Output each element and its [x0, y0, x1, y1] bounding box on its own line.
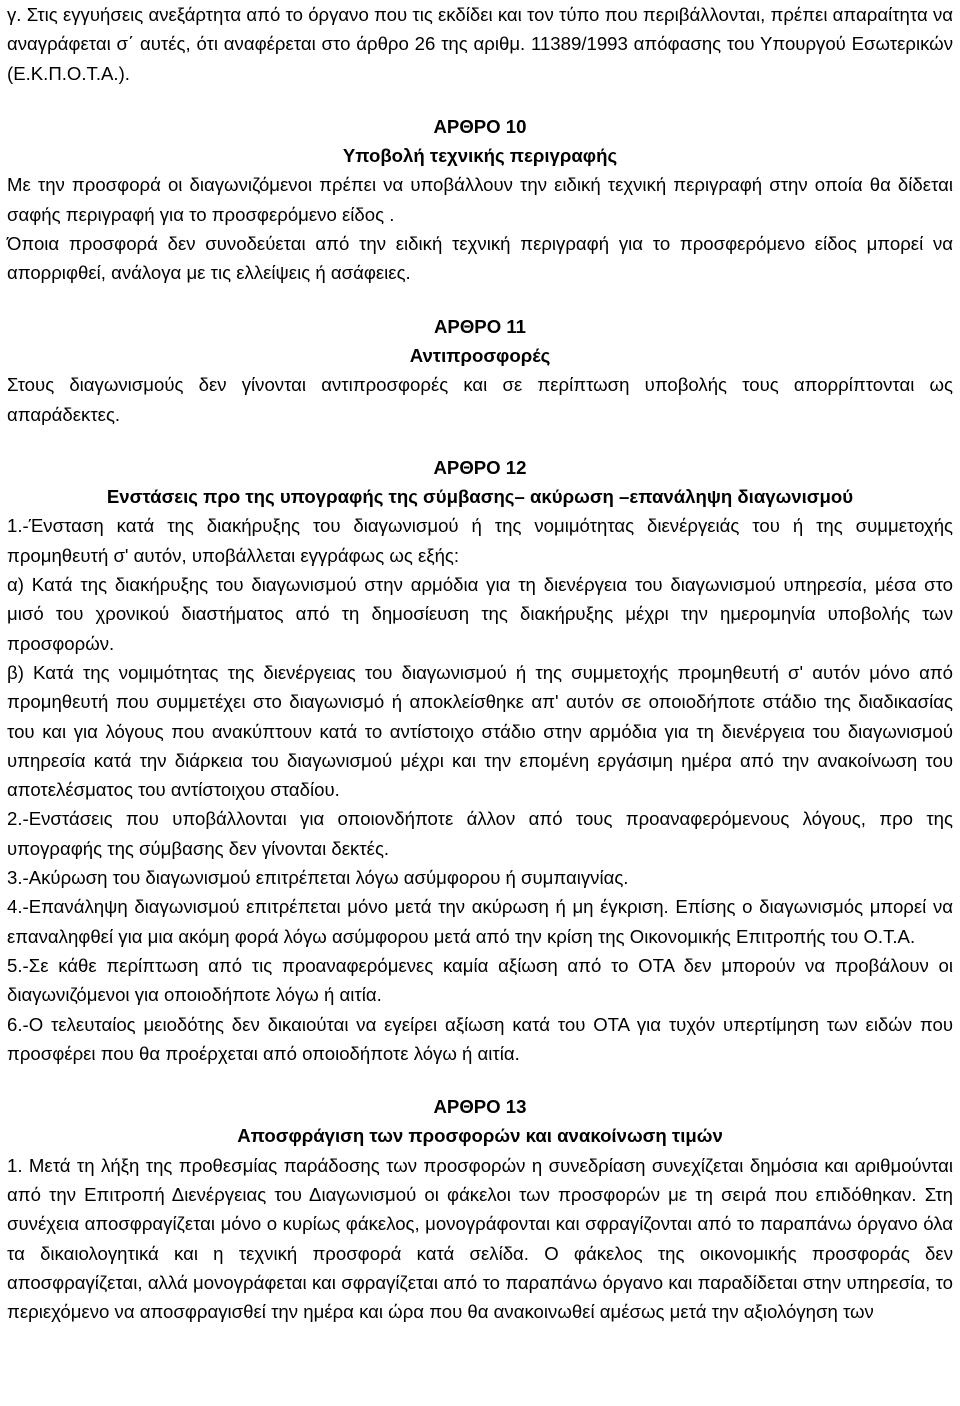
article-12-title: Ενστάσεις προ της υπογραφής της σύμβασης– ακύρωση –επανάληψη διαγωνισμού — [106, 486, 854, 508]
article-12-paragraph-2: α) Κατά της διακήρυξης του διαγωνισμού στην αρμόδια για τη διενέργεια του διαγωνισμού υπηρεσία, μέσα στο μισό του χρονικού διαστήματος από τη δημοσίευση της διακήρυξης μέχρι την ημερομηνία υποβολής των προσφορών. — [7, 574, 953, 654]
article-10-paragraph-1: Με την προσφορά οι διαγωνιζόμενοι πρέπει να υποβάλλουν την ειδική τεχνική περιγραφή στην οποία θα δίδεται σαφής περιγραφή για το προσφερόμενο είδος . — [7, 174, 953, 225]
article-12-paragraph-6: 4.-Επανάληψη διαγωνισμού επιτρέπεται μόνο μετά την ακύρωση ή μη έγκριση. Επίσης ο διαγωνισμός μπορεί να επαναληφθεί για μια ακόμη φορά λόγω ασύμφορου μετά από την κρίση της Οικονομικής Επιτροπής του Ο.Τ.Α. — [7, 896, 953, 947]
article-12-paragraph-4: 2.-Ενστάσεις που υποβάλλονται για οποιονδήποτε άλλον από τους προαναφερόμενους λόγους, προ της υπογραφής της σύμβασης δεν γίνονται δεκτές. — [7, 808, 953, 859]
article-13-number: ΑΡΘΡΟ 13 — [433, 1096, 527, 1118]
article-10-paragraph-2: Όποια προσφορά δεν συνοδεύεται από την ειδική τεχνική περιγραφή για το προσφερόμενο είδος μπορεί να απορριφθεί, ανάλογα με τις ελλείψεις ή ασάφειες. — [7, 233, 953, 284]
article-12-paragraph-5: 3.-Ακύρωση του διαγωνισμού επιτρέπεται λόγω ασύμφορου ή συμπαιγνίας. — [7, 867, 629, 889]
article-10 — [7, 112, 953, 288]
article-12-number: ΑΡΘΡΟ 12 — [433, 456, 527, 478]
article-10-number: ΑΡΘΡΟ 10 — [433, 115, 527, 137]
article-11 — [7, 312, 953, 429]
article-13 — [7, 1092, 953, 1326]
article-11-paragraph-1: Στους διαγωνισμούς δεν γίνονται αντιπροσφορές και σε περίπτωση υποβολής τους απορρίπτονται ως απαράδεκτες. — [7, 374, 953, 425]
article-12-paragraph-7: 5.-Σε κάθε περίπτωση από τις προαναφερόμενες καμία αξίωση από το ΟΤΑ δεν μπορούν να προβάλουν οι διαγωνιζόμενοι για οποιοδήποτε λόγω ή αιτία. — [7, 954, 953, 1006]
article-10-title: Υποβολή τεχνικής περιγραφής — [342, 145, 618, 167]
article-11-number: ΑΡΘΡΟ 11 — [434, 315, 526, 337]
article-12-paragraph-1: 1.-Ένσταση κατά της διακήρυξης του διαγωνισμού ή της νομιμότητας διενέργειάς του ή της συμμετοχής προμηθευτή σ' αυτόν, υποβάλλεται εγγράφως ως εξής: — [7, 515, 953, 566]
article-12-paragraph-8: 6.-Ο τελευταίος μειοδότης δεν δικαιούται να εγείρει αξίωση κατά του ΟΤΑ για τυχόν υπερτίμηση των ειδών που προσφέρει που θα προέρχεται από οποιοδήποτε λόγω ή αιτία. — [7, 1013, 953, 1064]
article-12-paragraph-3: β) Κατά της νομιμότητας της διενέργειας του διαγωνισμού ή της συμμετοχής προμηθευτή σ' αυτόν μόνο από προμηθευτή που συμμετέχει στο διαγωνισμό ή αποκλείσθηκε απ' αυτόν σε οποιοδήποτε στάδιο της διαδικασίας του και για λόγους που ανακύπτουν κατά το αντίστοιχο στάδιο στην αρμόδια για τη διενέργεια του διαγωνισμού υπηρεσία κατά την διάρκεια του διαγωνισμού μέχρι και την επομένη εργάσιμη ημέρα από την ανακοίνωση του αποτελέσματος του αντίστοιχου σταδίου. — [7, 661, 953, 801]
intro-paragraph: γ. Στις εγγυήσεις ανεξάρτητα από το όργανο που τις εκδίδει και τον τύπο που περιβάλλονται, πρέπει απαραίτητα να αναγράφεται σ΄ αυτές, ότι αναφέρεται στο άρθρο 26 της αριθμ. 11389/1993 απόφασης του Υπουργού Εσωτερικών (Ε.Κ.Π.Ο.Τ.Α.). — [7, 4, 953, 84]
article-12 — [7, 453, 953, 1068]
article-11-title: Αντιπροσφορές — [409, 344, 551, 366]
article-13-paragraph-1: 1. Μετά τη λήξη της προθεσμίας παράδοσης των προσφορών η συνεδρίαση συνεχίζεται δημόσια και αριθμούνται από την Επιτροπή Διενέργειας του Διαγωνισμού οι φάκελοι των προσφορών με τη σειρά που επιδόθηκαν. Στη συνέχεια αποσφραγίζεται μόνο ο κυρίως φάκελος, μονογράφονται και σφραγίζονται από το παραπάνω όργανο όλα τα δικαιολογητικά και η τεχνική προσφορά κατά σελίδα. Ο φάκελος της οικονομικής προσφοράς δεν αποσφραγίζεται, αλλά μονογράφεται και σφραγίζεται από το παραπάνω όργανο και παραδίδεται στην υπηρεσία, το περιεχόμενο να αποσφραγισθεί την ημέρα και ώρα που θα ανακοινωθεί αμέσως μετά την αξιολόγηση των — [7, 1154, 953, 1323]
article-13-title: Αποσφράγιση των προσφορών και ανακοίνωση τιμών — [237, 1125, 723, 1147]
